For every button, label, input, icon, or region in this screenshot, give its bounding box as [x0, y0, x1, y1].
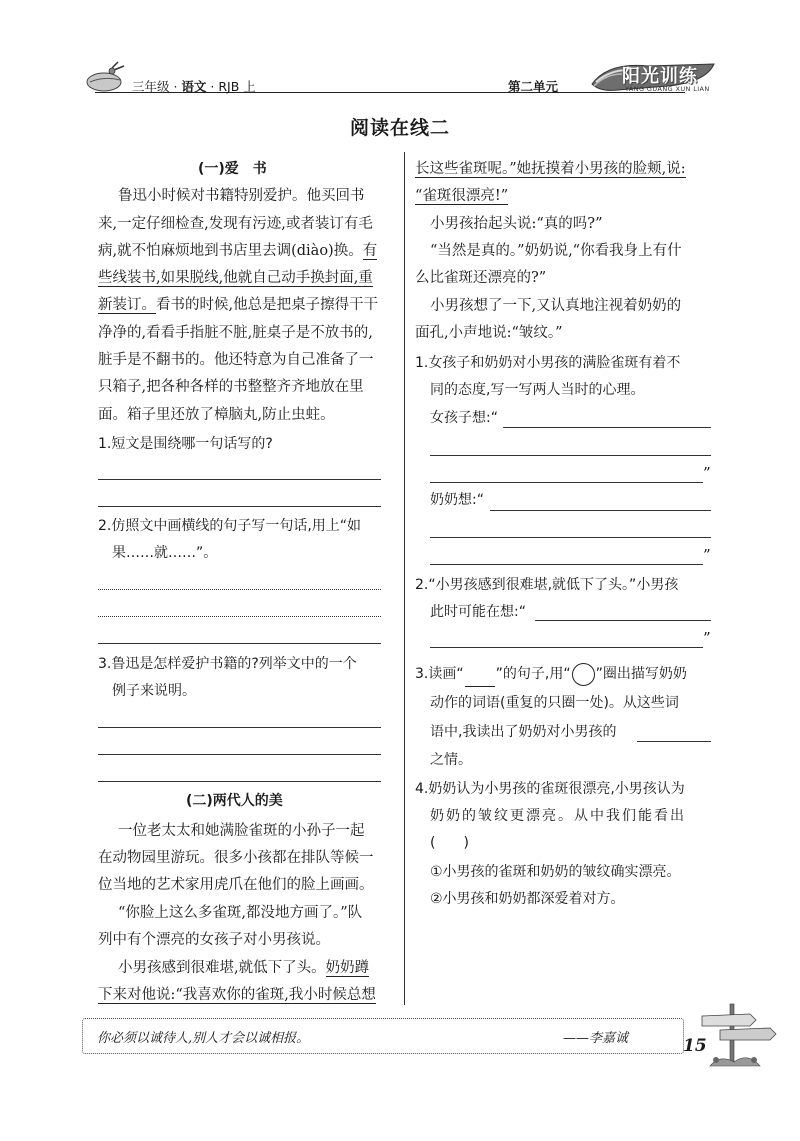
- question-1-1: 1.短文是围绕哪一句话写的?: [98, 436, 273, 452]
- page-title: 阅读在线二: [349, 117, 450, 139]
- passage2-line: 在动物园里游玩。很多小孩都在排队等候一: [98, 850, 374, 866]
- underlined-sentence: 长这些雀斑呢。”她抚摸着小男孩的脸颊,说:: [415, 161, 686, 177]
- question-2-2-cont: 此时可能在想:“: [430, 604, 526, 620]
- answer-line[interactable]: [430, 647, 703, 648]
- passage2-line: 位当地的艺术家用虎爪在他们的脸上画画。: [98, 877, 374, 893]
- passage2-title: (二)两代人的美: [186, 793, 283, 809]
- question-2-3-cont: 之情。: [430, 752, 472, 768]
- passage1-line: [98, 268, 373, 288]
- circle-symbol-icon: [572, 663, 595, 686]
- answer-line[interactable]: [98, 754, 381, 755]
- passage2-line: 列中有个漂亮的女孩子对小男孩说。: [98, 932, 330, 948]
- passage1-line: 面。箱子里还放了樟脑丸,防止虫蛀。: [98, 407, 335, 423]
- footer-author: ——李嘉诚: [563, 1031, 629, 1046]
- passage2-line: [415, 159, 686, 179]
- passage2-line: [415, 186, 508, 206]
- answer-line[interactable]: [430, 482, 703, 483]
- column-divider: [404, 152, 405, 1005]
- passage1-title: (一)爱 书: [198, 161, 267, 177]
- passage2-line: 面孔,小声地说:“皱纹。”: [415, 325, 563, 341]
- answer-line[interactable]: [98, 589, 381, 590]
- question-2-2: 2.“小男孩感到很难堪,就低下了头。”小男孩: [415, 577, 679, 593]
- question-2-4: 4.奶奶认为小男孩的雀斑很漂亮,小男孩认为: [415, 781, 685, 797]
- passage1-line: 来,一定仔细检查,发现有污迹,或者装订有毛: [98, 216, 373, 232]
- close-quote: ”: [703, 629, 711, 647]
- answer-line[interactable]: [98, 616, 381, 617]
- question-2-3-cont: 语中,我读出了奶奶对小男孩的: [430, 724, 617, 740]
- underlined-sentence: 些线装书,如果脱线,他就自己动手换封面,重: [98, 270, 373, 286]
- passage1-line: 只箱子,把各种各样的书整整齐齐地放在里: [98, 379, 364, 395]
- passage1-line: 鲁迅小时候对书籍特别爱护。他买回书: [118, 188, 365, 204]
- option-2[interactable]: ②小男孩和奶奶都深爱着对方。: [430, 891, 625, 907]
- underlined-sentence: 奶奶蹲: [325, 960, 370, 976]
- question-1-2-cont: 果……就……”。: [112, 545, 218, 561]
- answer-line[interactable]: [98, 781, 381, 782]
- question-2-3: 3.读画“ ”的句子,用“ ”圈出描写奶奶: [415, 661, 687, 687]
- brand-title: 阳光训练: [622, 66, 698, 87]
- passage2-line: 小男孩感到很难堪,就低下了头。奶奶蹲: [118, 960, 370, 976]
- leaf-logo-icon: [84, 60, 128, 96]
- passage2-line: [98, 985, 376, 1005]
- question-2-3-cont: 动作的词语(重复的只圈一处)。从这些词: [430, 695, 679, 711]
- question-2-1: 1.女孩子和奶奶对小男孩的满脸雀斑有着不: [415, 355, 681, 371]
- girl-thought-label: 女孩子想:“: [430, 410, 498, 426]
- header-grade: 三年级 · 语文 · RJB 上: [132, 79, 256, 94]
- header-unit: 第二单元: [508, 79, 559, 94]
- question-1-2: 2.仿照文中画横线的句子写一句话,用上“如: [98, 518, 362, 534]
- answer-line[interactable]: [637, 741, 711, 742]
- answer-line[interactable]: [430, 537, 711, 538]
- passage1-line: 病,就不怕麻烦地到书店里去调(diào)换。有: [98, 243, 378, 259]
- signpost-icon: [690, 1000, 780, 1070]
- answer-line[interactable]: [98, 727, 381, 728]
- answer-paren[interactable]: ( ): [430, 835, 469, 851]
- close-quote: ”: [703, 546, 711, 564]
- underlined-sentence: 下来对他说:“我喜欢你的雀斑,我小时候总想: [98, 987, 376, 1003]
- answer-line[interactable]: [98, 479, 381, 480]
- answer-line[interactable]: [490, 510, 711, 511]
- passage2-line: “当然是真的。”奶奶说,“你看我身上有什: [430, 243, 682, 259]
- answer-line[interactable]: [535, 620, 711, 621]
- passage2-line: 么比雀斑还漂亮的?”: [415, 270, 547, 286]
- answer-line[interactable]: [430, 455, 711, 456]
- passage2-line: 小男孩想了一下,又认真地注视着奶奶的: [430, 298, 682, 314]
- question-1-3: 3.鲁迅是怎样爱护书籍的?列举文中的一个: [98, 656, 357, 672]
- underlined-sentence: 有: [362, 243, 378, 259]
- footer-quote: 你必须以诚待人,别人才会以诚相报。: [97, 1031, 310, 1046]
- grandma-thought-label: 奶奶想:“: [430, 492, 484, 508]
- answer-line[interactable]: [98, 643, 381, 644]
- underlined-sentence: 新装订。: [98, 297, 156, 313]
- question-2-4-cont: 奶奶的皱纹更漂亮。从中我们能看出: [430, 808, 686, 824]
- answer-line[interactable]: [98, 506, 381, 507]
- passage2-line: “你脸上这么多雀斑,都没地方画了。”队: [118, 905, 363, 921]
- answer-line[interactable]: [503, 427, 711, 428]
- passage1-line: 脏手是不翻书的。他还特意为自己准备了一: [98, 352, 374, 368]
- underlined-sentence: “雀斑很漂亮!”: [415, 188, 509, 204]
- passage1-line: 新装订。看书的时候,他总是把桌子擦得干干: [98, 297, 379, 313]
- passage2-line: 一位老太太和她满脸雀斑的小孙子一起: [118, 823, 365, 839]
- question-2-1-cont: 同的态度,写一写两人当时的心理。: [430, 382, 645, 398]
- brand-subtitle: YANG GUANG XUN LIAN: [625, 85, 710, 93]
- passage2-line: 小男孩抬起头说:“真的吗?”: [430, 216, 603, 232]
- passage1-line: 净净的,看看手指脏不脏,脏桌子是不放书的,: [98, 325, 373, 341]
- question-1-3-cont: 例子来说明。: [112, 683, 196, 699]
- underline-symbol: [465, 670, 495, 687]
- option-1[interactable]: ①小男孩的雀斑和奶奶的皱纹确实漂亮。: [430, 864, 681, 880]
- answer-line[interactable]: [430, 564, 703, 565]
- page-number: 15: [683, 1036, 707, 1056]
- close-quote: ”: [703, 464, 711, 482]
